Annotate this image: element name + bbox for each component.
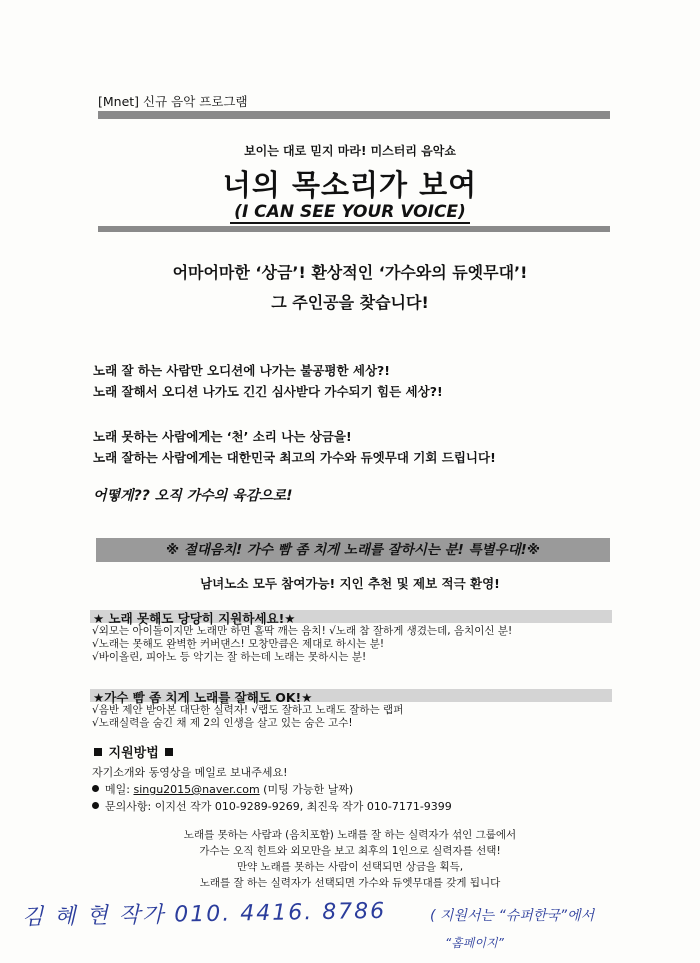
list-item: √노래는 못해도 완벽한 커버댄스! 모창만큼은 제대로 하시는 분!: [92, 638, 385, 650]
rule-line: 만약 노래를 못하는 사람이 선택되면 상금을 획득,: [236, 861, 464, 873]
section2-list: [92, 704, 403, 730]
contact-text: 문의사항: 이지선 작가 010-9289-9269, 최진욱 작가 010-7171-9399: [105, 800, 452, 813]
square-bullet-icon: [94, 748, 102, 756]
subtitle-text: (I CAN SEE YOUR VOICE): [230, 202, 470, 224]
apply-heading: [92, 742, 175, 761]
apply-heading-text: 지원방법: [108, 746, 159, 761]
handwritten-contact: 김 혜 현 작가 010. 4416. 8786: [21, 898, 387, 931]
header-rule: [98, 111, 610, 119]
apply-intro: 자기소개와 동영상을 메일로 보내주세요!: [92, 766, 288, 779]
tagline: 어떻게?? 오직 가수의 육감으로!: [93, 488, 293, 504]
paragraph-line: 노래 못하는 사람에게는 ‘천’ 소리 나는 상금을!: [93, 429, 352, 444]
bullet-icon: [92, 802, 99, 809]
list-item: √외모는 아이돌이지만 노래만 하면 홀딱 깨는 음치! √노래 참 잘하게 생겼는데, 음치이신 분!: [92, 625, 513, 637]
paragraph-line: 노래 잘해서 오디션 나가도 긴긴 심사받다 가수되기 힘든 세상?!: [93, 384, 443, 399]
paragraph-line: 노래 잘하는 사람에게는 대한민국 최고의 가수와 듀엣무대 기회 드립니다!: [93, 450, 496, 465]
email-link[interactable]: singu2015@naver.com: [133, 783, 260, 796]
handwritten-note-2: “홈페이지”: [445, 936, 504, 950]
paragraph-line: 노래 잘 하는 사람만 오디션에 나가는 불공평한 세상?!: [93, 363, 390, 378]
apply-mail-line: [92, 781, 452, 798]
section2-heading: ★가수 빰 좀 치게 노래를 잘해도 OK!★: [93, 690, 313, 705]
rule-line: 노래를 잘 하는 실력자가 선택되면 가수와 듀엣무대를 갖게 됩니다: [199, 877, 501, 889]
list-item: √바이올린, 피아노 등 악기는 잘 하는데 노래는 못하시는 분!: [92, 651, 367, 663]
apply-contact-line: [92, 798, 452, 815]
title-rule: [98, 226, 610, 232]
slogan: 보이는 대로 믿지 마라! 미스터리 음악쇼: [244, 144, 456, 158]
mail-prefix: 메일:: [105, 783, 134, 796]
apply-details: [92, 764, 452, 815]
list-item: √음반 제안 받아본 대단한 실력자! √랩도 잘하고 노래도 잘하는 랩퍼: [92, 704, 404, 716]
special-banner: ※ 절대음치! 가수 빰 좀 치게 노래를 잘하시는 분! 특별우대!※: [96, 538, 610, 562]
paragraph-1: [93, 360, 443, 402]
section1-list: [92, 625, 512, 664]
bullet-icon: [92, 785, 99, 792]
rule-line: 가수는 오직 힌트와 외모만을 보고 최후의 1인으로 실력자를 선택!: [199, 845, 501, 857]
list-item: √노래실력을 숨긴 채 제 2의 인생을 살고 있는 숨은 고수!: [92, 717, 353, 729]
page-title: 너의 목소리가 보여: [222, 168, 478, 202]
prize-line-2: 그 주인공을 찾습니다!: [271, 293, 429, 312]
all-welcome-text: 남녀노소 모두 참여가능! 지인 추천 및 제보 적극 환영!: [200, 576, 500, 591]
section1-heading: ★ 노래 못해도 당당히 지원하세요!★: [93, 611, 296, 626]
handwritten-note: ( 지원서는 “슈퍼한국”에서: [430, 908, 595, 924]
mail-suffix: (미팅 가능한 날짜): [259, 783, 354, 796]
prize-line-1: 어마어마한 ‘상금’! 환상적인 ‘가수와의 듀엣무대’!: [172, 263, 528, 282]
page-subtitle: [0, 202, 700, 222]
paragraph-2: [93, 426, 496, 468]
rules-text: [0, 827, 700, 891]
square-bullet-icon: [165, 748, 173, 756]
rule-line: 노래를 못하는 사람과 (음치포함) 노래를 잘 하는 실력자가 섞인 그룹에서: [183, 829, 517, 841]
program-label: [Mnet] 신규 음악 프로그램: [98, 94, 248, 109]
